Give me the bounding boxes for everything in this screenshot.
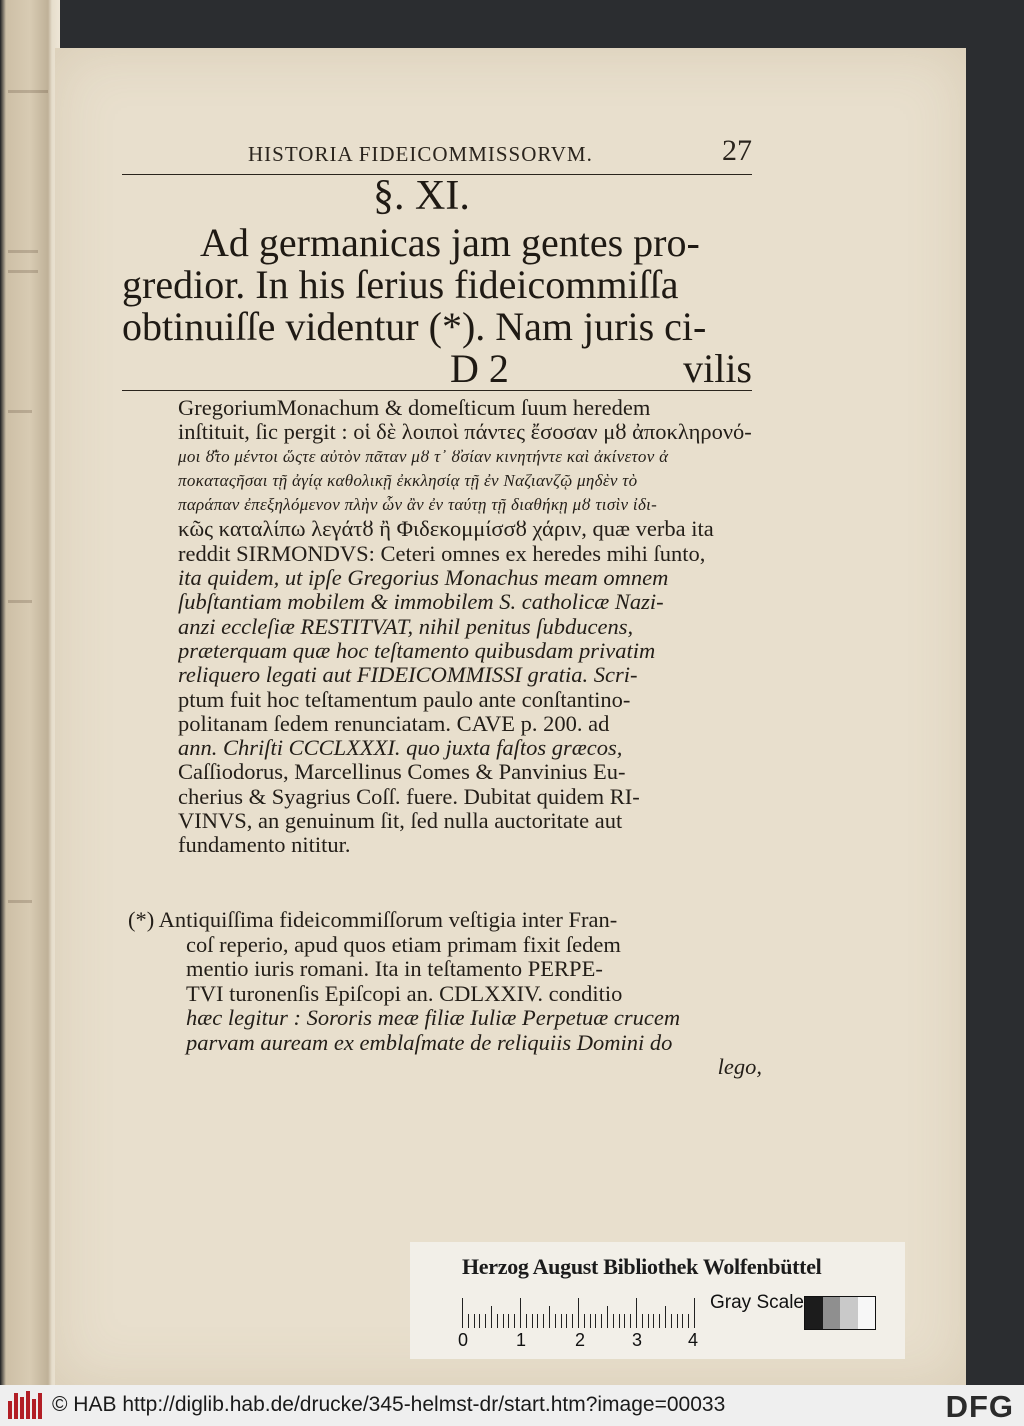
ruler-tick — [694, 1298, 695, 1328]
ruler-tick — [642, 1314, 643, 1328]
ruler-tick — [526, 1314, 527, 1328]
catchword: vilis — [683, 346, 752, 391]
signature-mark: D 2 — [450, 346, 509, 391]
note-line: ptum fuit hoc teſtamentum paulo ante conſtantino- — [178, 687, 631, 712]
note-line: reddit SIRMONDVS: Ceteri omnes ex heredes mihi ſunto, — [178, 541, 706, 566]
note-line: Caſſiodorus, Marcellinus Comes & Panvinius Eu- — [178, 760, 626, 785]
footnote-line: parvam auream ex emblaſmate de reliquiis Domini do — [186, 1029, 673, 1055]
ruler-tick — [584, 1314, 585, 1328]
scale-number: 4 — [688, 1330, 699, 1350]
footnote-line: coſ reperio, apud quos etiam primam fixit ſedem — [186, 931, 621, 957]
ruler-tick — [508, 1314, 509, 1328]
note-line: reliquero legati aut FIDEICOMMISSI gratia. Scri- — [178, 663, 638, 688]
ruler-ticks — [462, 1294, 702, 1328]
ruler-tick — [653, 1314, 654, 1328]
footnote-line: hæc legitur : Sororis meæ filiæ Iuliæ Perpetuæ crucem — [186, 1005, 681, 1030]
notes-block — [178, 396, 758, 858]
note-line: præterquam quæ hoc teſtamento quibusdam privatim — [178, 638, 656, 663]
main-line: obtinuiſſe videntur (*). Nam juris ci- — [122, 304, 707, 349]
ruler-tick — [497, 1314, 498, 1328]
scale-number: 2 — [575, 1330, 586, 1350]
main-line: gredior. In his ſerius fideicommiſſa — [122, 262, 679, 307]
ruler-tick — [601, 1314, 602, 1328]
adjacent-page-edge — [0, 0, 60, 1385]
scale-number: 3 — [632, 1330, 643, 1350]
ruler-tick — [619, 1314, 620, 1328]
ruler-tick — [682, 1314, 683, 1328]
section-heading: §. XI. — [373, 173, 470, 219]
ruler-tick — [514, 1314, 515, 1328]
gray-swatch — [840, 1297, 858, 1329]
ruler-tick — [566, 1314, 567, 1328]
ruler-tick — [491, 1306, 492, 1328]
signature-line — [122, 348, 752, 390]
gray-scale-swatch — [804, 1296, 876, 1330]
footnote-block — [128, 908, 768, 1080]
logo-bar — [14, 1393, 18, 1419]
logo-bar — [26, 1391, 30, 1419]
gray-scale-label: Gray Scale — [710, 1292, 804, 1313]
ruler-tick — [607, 1306, 608, 1328]
logo-bar — [38, 1393, 42, 1419]
note-line: κῶς καταλίπω λεγάτȣ ἢ Φιδεκομμίσσȣ χάριν, quæ verba ita — [178, 517, 714, 542]
ruler-tick — [636, 1298, 637, 1328]
ruler-tick — [659, 1314, 660, 1328]
ruler-tick — [677, 1314, 678, 1328]
dfg-logo: DFG — [945, 1389, 1014, 1424]
footnote-line: lego, — [717, 1054, 762, 1079]
institution-name: Herzog August Bibliothek Wolfenbüttel — [462, 1254, 822, 1279]
note-line: GregoriumMonachum & domeſticum ſuum heredem — [178, 396, 651, 420]
main-line: Ad germanicas jam gentes pro- — [200, 220, 700, 265]
copyright-link[interactable]: © HAB http://diglib.hab.de/drucke/345-helmst-dr/start.htm?image=00033 — [52, 1393, 726, 1416]
note-line-greek: ποκαταςῆσαι τῇ ἀγίᾳ καθολικῇ ἐκκλησίᾳ τῇ ἐν Ναζιανζῷ μηδὲν τὸ — [178, 470, 638, 490]
ruler-tick — [485, 1314, 486, 1328]
ruler-tick — [624, 1314, 625, 1328]
note-line: politanam ſedem renunciatam. CAVE p. 200. ad — [178, 711, 610, 736]
ruler-tick — [648, 1314, 649, 1328]
notes-rule — [122, 390, 752, 391]
ruler-tick — [688, 1314, 689, 1328]
note-line: cherius & Syagrius Coſſ. fuere. Dubitat quidem RI- — [178, 784, 640, 809]
scale-number: 0 — [458, 1330, 469, 1350]
ruler-tick — [543, 1314, 544, 1328]
footnote-line: TVI turonenſis Epiſcopi an. CDLXXIV. conditio — [186, 980, 623, 1006]
logo-bar — [8, 1401, 12, 1419]
note-line: ann. Chriſti CCCLXXXI. quo juxta faſtos græcos, — [178, 736, 623, 761]
ruler-tick — [595, 1314, 596, 1328]
footnote-line: mentio iuris romani. Ita in teſtamento PERPE- — [186, 956, 603, 981]
note-line: ita quidem, ut ipſe Gregorius Monachus meam omnem — [178, 566, 669, 591]
ruler-tick — [532, 1314, 533, 1328]
gray-swatch — [823, 1297, 841, 1329]
ruler-tick — [474, 1314, 475, 1328]
hab-logo-icon — [8, 1391, 44, 1419]
footnote-line: (*) Antiquiſſima fideicommiſſorum veſtigia inter Fran- — [128, 907, 618, 932]
note-line: ſubſtantiam mobilem & immobilem S. catholicæ Nazi- — [178, 590, 664, 615]
main-text — [122, 222, 752, 390]
ruler-tick — [520, 1298, 521, 1328]
ruler-tick — [665, 1306, 666, 1328]
page-number: 27 — [722, 134, 752, 167]
ruler-tick — [462, 1298, 463, 1328]
note-line: VINVS, an genuinum ſit, ſed nulla auctoritate aut — [178, 809, 623, 834]
logo-bar — [32, 1399, 36, 1419]
note-line: fundamento nititur. — [178, 833, 351, 858]
ruler-tick — [503, 1314, 504, 1328]
ruler-tick — [555, 1314, 556, 1328]
ruler-tick — [671, 1314, 672, 1328]
ruler-tick — [468, 1314, 469, 1328]
note-line: inſtituit, ſic pergit : οἱ δὲ λοιποὶ πάντες ἔσοσαν μȣ ἀποκληρονό- — [178, 420, 752, 445]
ruler-tick — [549, 1306, 550, 1328]
note-line-greek: παράπαν ἐπεξηλόμενον πλὴν ὧν ἂν ἐν ταύτῃ τῇ διαθήκῃ μȣ τισὶν ἰδι- — [178, 495, 658, 515]
ruler-tick — [561, 1314, 562, 1328]
running-head — [122, 92, 752, 182]
ruler-tick — [479, 1314, 480, 1328]
note-line: anzi eccleſiæ RESTITVAT, nihil penitus ſubducens, — [178, 614, 634, 639]
ruler-tick — [572, 1314, 573, 1328]
scale-number: 1 — [516, 1330, 527, 1350]
note-line-greek: μοι ȣ̓͂το μέντοι ὥςτε αὐτὸν πᾶταν μȣ τ᾽ ȣ̓σίαν κινητήντε καὶ ἀκίνετον ἀ — [178, 446, 669, 466]
footer-bar — [0, 1385, 1024, 1426]
ruler-tick — [537, 1314, 538, 1328]
ruler-tick — [630, 1314, 631, 1328]
ruler-tick — [590, 1314, 591, 1328]
ruler-tick — [578, 1298, 579, 1328]
gray-swatch — [858, 1297, 876, 1329]
logo-bar — [20, 1397, 24, 1419]
gray-swatch — [805, 1297, 823, 1329]
ruler-tick — [613, 1314, 614, 1328]
running-head-title: HISTORIA FIDEICOMMISSORVM. — [248, 142, 593, 166]
color-scale-ruler — [410, 1242, 905, 1359]
